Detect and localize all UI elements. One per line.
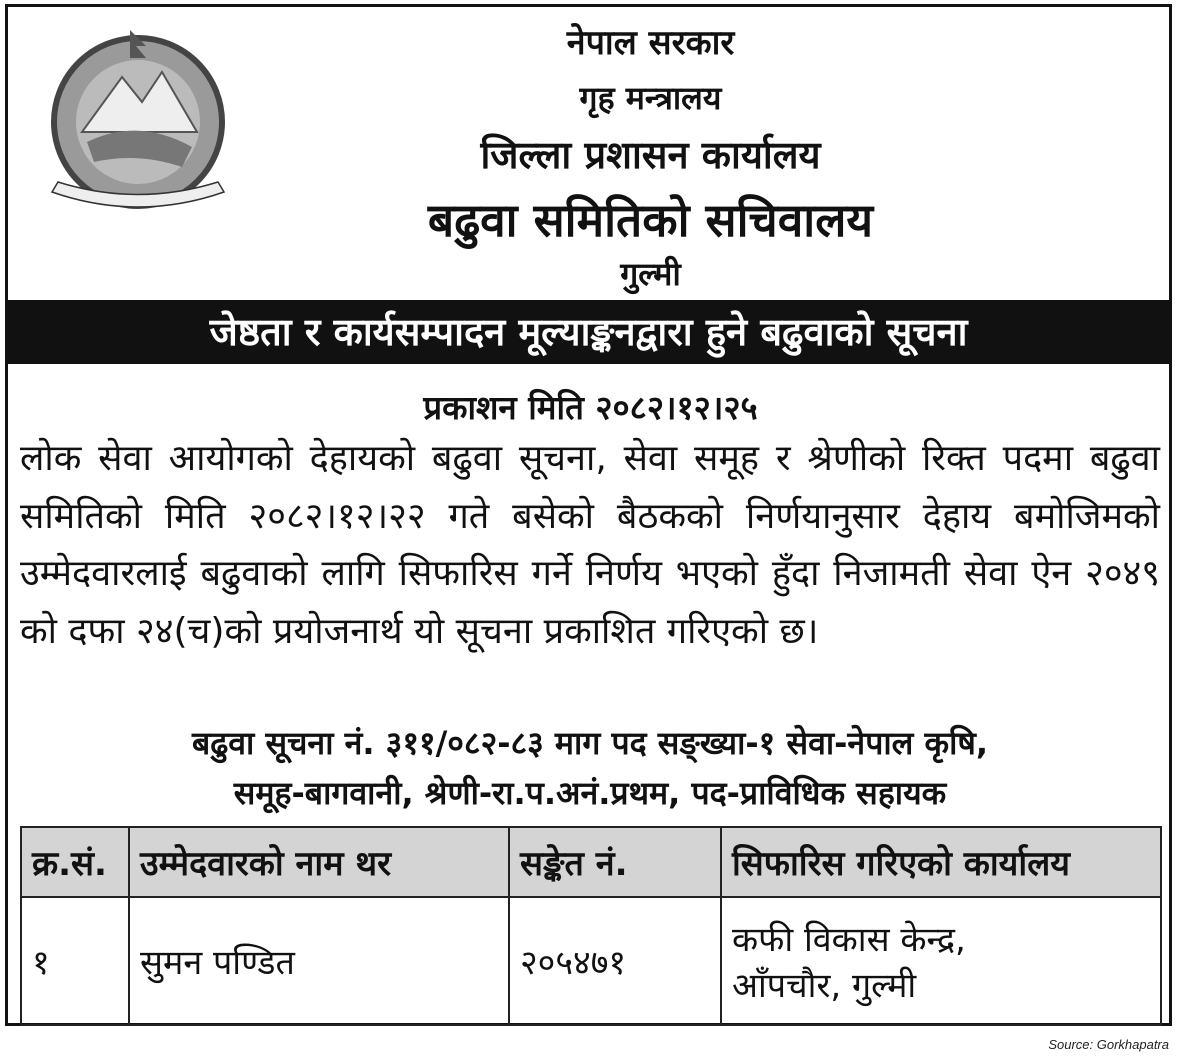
- cell-recommended-office: [721, 897, 1161, 1025]
- office-line2: आँपचौर, गुल्मी: [732, 966, 917, 1006]
- header-candidate-name: उम्मेदवारको नाम थर: [129, 827, 509, 897]
- office-title: जिल्ला प्रशासन कार्यालय: [480, 133, 821, 177]
- office-line1: कफी विकास केन्द्र,: [732, 920, 966, 960]
- ministry-title: गृह मन्त्रालय: [579, 79, 722, 117]
- cell-code-number: २०५४७१: [509, 897, 721, 1025]
- promotion-notice-details: [20, 718, 1160, 818]
- header-serial: क्र.सं.: [21, 827, 129, 897]
- table-header-row: [21, 827, 1161, 897]
- notice-body: लोक सेवा आयोगको देहायको बढुवा सूचना, सेवा समूह र श्रेणीको रिक्त पदमा बढुवा समितिको मिति २०८२।१२।२२ गते बसेको बैठकको निर्णयानुसार देहाय बमोजिमको उम्मेदवारलाई बढुवाको लागि सिफारिस गर्ने निर्णय भएको हुँदा निजामती सेवा ऐन २०४९ को दफा २४(च)को प्रयोजनार्थ यो सूचना प्रकाशित गरिएको छ।: [20, 438, 1160, 652]
- government-title: नेपाल सरकार: [566, 23, 735, 63]
- cell-candidate-name: सुमन पण्डित: [129, 897, 509, 1025]
- table-row: [21, 897, 1161, 1025]
- source-credit: Source: Gorkhapatra: [1048, 1037, 1169, 1052]
- district-title: गुल्मी: [620, 255, 681, 293]
- secretariat-title: बढुवा समितिको सचिवालय: [427, 193, 874, 247]
- header-recommended-office: सिफारिस गरिएको कार्यालय: [721, 827, 1161, 897]
- candidate-table: [20, 826, 1162, 1026]
- notice-banner: जेष्ठता र कार्यसम्पादन मूल्याङ्कनद्वारा हुने बढुवाको सूचना: [8, 300, 1169, 364]
- cell-serial: १: [21, 897, 129, 1025]
- notice-details-line2: समूह-बागवानी, श्रेणी-रा.प.अनं.प्रथम, पद-प्राविधिक सहायक: [233, 774, 947, 812]
- publication-date: प्रकाशन मिति २०८२।१२।२५: [423, 388, 758, 427]
- notice-details-line1: बढुवा सूचना नं. ३११/०८२-८३ माग पद सङ्ख्या-१ सेवा-नेपाल कृषि,: [191, 724, 989, 762]
- header-code-number: सङ्केत नं.: [509, 827, 721, 897]
